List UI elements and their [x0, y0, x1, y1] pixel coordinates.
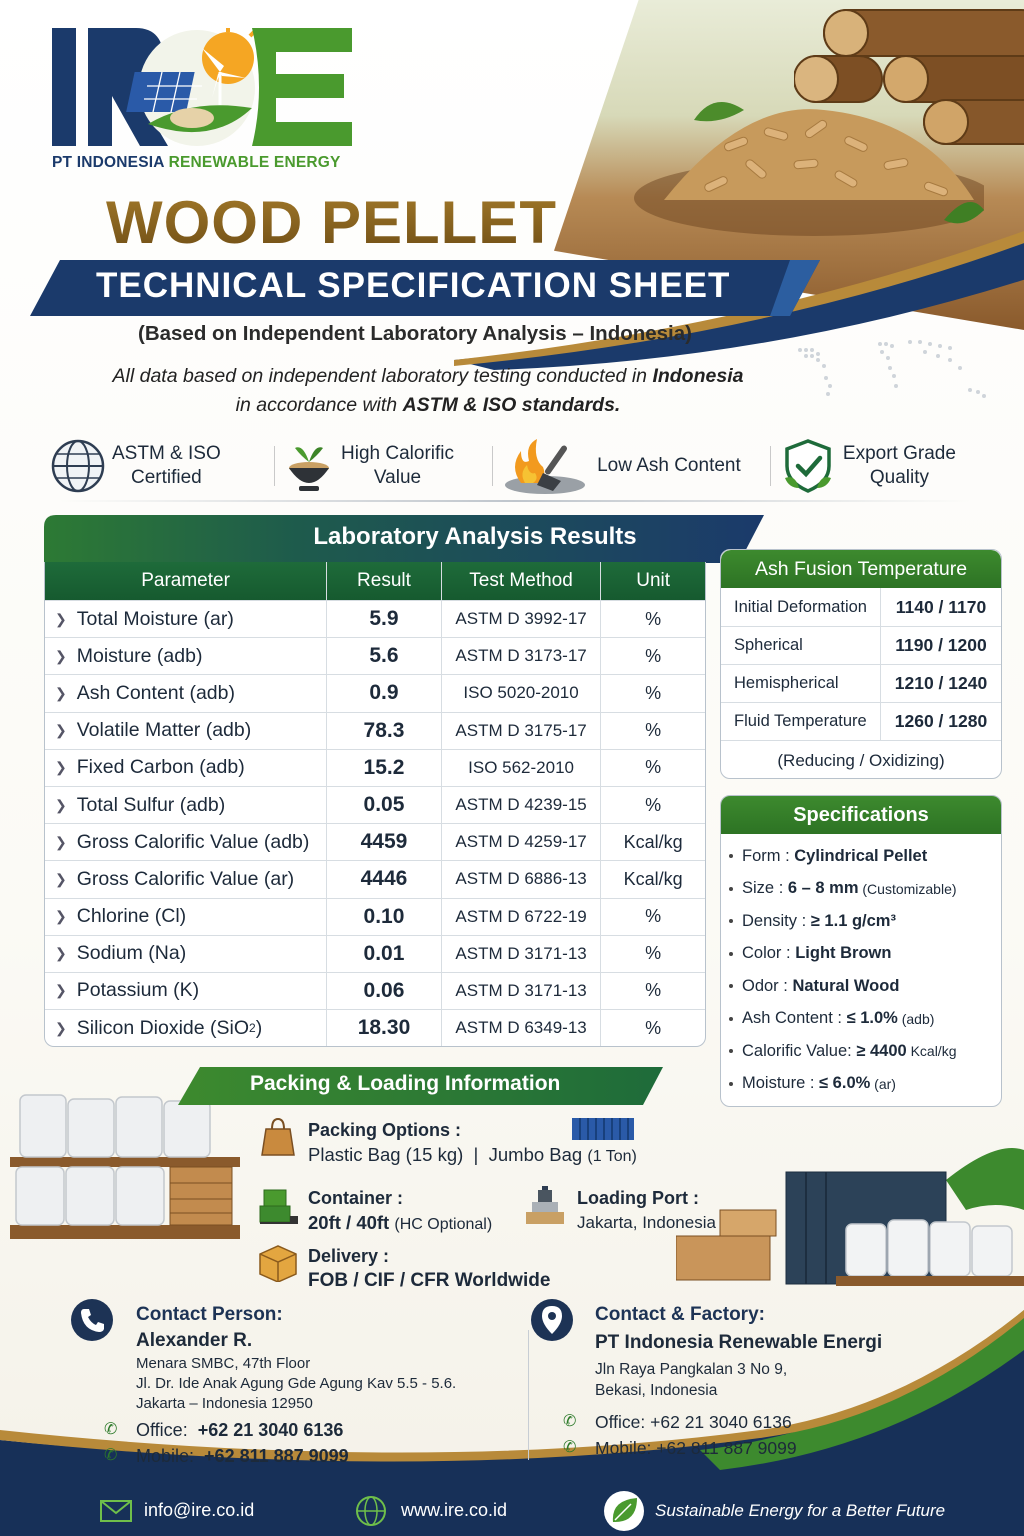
factory-phones — [563, 1409, 797, 1461]
web-globe-icon — [355, 1495, 387, 1527]
ash-fusion-label: Spherical — [721, 627, 881, 664]
chevron-right-icon: ❯ — [55, 908, 67, 925]
factory-office-phone[interactable]: ✆ Office: +62 21 3040 6136 — [563, 1409, 797, 1435]
spec-item: Color : Light Brown — [729, 938, 1001, 971]
ash-fusion-label: Fluid Temperature — [721, 703, 881, 740]
cell-result: 0.10 — [327, 899, 442, 935]
cell-parameter: ❯ Total Sulfur (adb) — [45, 787, 327, 823]
ash-fusion-title: Ash Fusion Temperature — [721, 550, 1001, 588]
feature-astm-iso: ASTM & ISO Certified — [50, 436, 264, 496]
lab-table — [44, 562, 706, 1047]
cell-parameter: ❯ Gross Calorific Value (ar) — [45, 861, 327, 897]
container-info: Container : 20ft / 40ft (HC Optional) — [308, 1188, 493, 1233]
company-logo — [52, 28, 352, 146]
feature-export-grade: Export Grade Quality — [781, 436, 980, 496]
ash-fusion-label: Hemispherical — [721, 665, 881, 702]
chevron-right-icon: ❯ — [55, 982, 67, 999]
cell-result: 5.9 — [327, 601, 442, 637]
phone-small-icon: ✆ — [104, 1447, 118, 1464]
lab-analysis-section — [44, 515, 706, 1051]
cell-method: ASTM D 3992-17 — [442, 601, 602, 637]
office-phone[interactable]: ✆ Office: +62 21 3040 6136 — [104, 1417, 349, 1443]
cell-unit: % — [645, 720, 662, 741]
cell-method: ASTM D 4259-17 — [442, 824, 602, 860]
cell-parameter: ❯ Potassium (K) — [45, 973, 327, 1009]
ash-fusion-row — [721, 664, 1001, 702]
spec-item: Density : ≥ 1.1 g/cm³ — [729, 905, 1001, 938]
intro-text: All data based on independent laboratory testing conducted in Indonesia in accordance with ASTM & ISO standards. — [112, 365, 744, 416]
cell-unit: % — [645, 943, 662, 964]
table-row — [45, 898, 705, 935]
cell-method: ASTM D 4239-15 — [442, 787, 602, 823]
cell-unit: % — [645, 757, 662, 778]
spec-item: Ash Content : ≤ 1.0% (adb) — [729, 1003, 1001, 1036]
contact-person: Contact Person: Alexander R. Menara SMBC, 47th Floor Jl. Dr. Ide Anak Agung Gde Agung Kav 5.5 - 5.6. Jakarta – Indonesia 12950 — [136, 1304, 457, 1412]
spec-item: Calorific Value : ≥ 4400 Kcal/kg — [729, 1035, 1001, 1068]
table-row — [45, 637, 705, 674]
cell-method: ASTM D 6349-13 — [442, 1010, 602, 1046]
shield-check-icon — [781, 438, 835, 494]
cell-parameter: ❯ Ash Content (adb) — [45, 675, 327, 711]
lab-table-header — [45, 562, 705, 600]
cell-method: ASTM D 6886-13 — [442, 861, 602, 897]
chevron-right-icon: ❯ — [55, 796, 67, 813]
phone-icon — [70, 1298, 114, 1342]
table-row — [45, 972, 705, 1009]
phone-small-icon: ✆ — [563, 1413, 577, 1430]
ash-fusion-row — [721, 702, 1001, 740]
cell-parameter: ❯ Silicon Dioxide (SiO 2 ) — [45, 1010, 327, 1046]
cell-unit: Kcal/kg — [623, 868, 683, 889]
chevron-right-icon: ❯ — [55, 647, 67, 664]
cell-result: 18.30 — [327, 1010, 442, 1046]
cell-unit: % — [645, 794, 662, 815]
factory-contact: Contact & Factory: PT Indonesia Renewable Energi Jln Raya Pangkalan 3 No 9, Bekasi, Indonesia — [595, 1304, 883, 1399]
chevron-right-icon: ❯ — [55, 833, 67, 850]
phone-small-icon: ✆ — [104, 1421, 118, 1438]
cell-unit: % — [645, 682, 662, 703]
cell-parameter: ❯ Sodium (Na) — [45, 936, 327, 972]
footer-bar — [0, 1485, 1024, 1536]
cell-unit: % — [645, 608, 662, 629]
col-test-method: Test Method — [442, 562, 602, 600]
packing-title: Packing & Loading Information — [250, 1072, 561, 1095]
ash-fusion-row — [721, 588, 1001, 626]
pellet-bowl-icon — [285, 438, 333, 494]
table-row — [45, 786, 705, 823]
ash-fusion-value: 1190 / 1200 — [895, 635, 987, 655]
table-row — [45, 712, 705, 749]
footer-website[interactable]: www.ire.co.id — [355, 1495, 507, 1527]
location-pin-icon — [530, 1298, 574, 1342]
cell-unit: % — [645, 906, 662, 927]
cell-parameter: ❯ Chlorine (Cl) — [45, 899, 327, 935]
flame-ash-icon — [503, 437, 587, 495]
cell-parameter: ❯ Fixed Carbon (adb) — [45, 750, 327, 786]
cell-result: 15.2 — [327, 750, 442, 786]
spec-item: Form : Cylindrical Pellet — [729, 840, 1001, 873]
lab-title: Laboratory Analysis Results — [313, 523, 637, 550]
cell-result: 0.06 — [327, 973, 442, 1009]
spec-item: Odor : Natural Wood — [729, 970, 1001, 1003]
loading-port-info: Loading Port : Jakarta, Indonesia — [577, 1188, 716, 1232]
cell-unit: % — [645, 645, 662, 666]
main-title: WOOD PELLET — [106, 189, 557, 256]
banner-title: TECHNICAL SPECIFICATION SHEET — [96, 266, 731, 305]
phone-small-icon: ✆ — [563, 1439, 577, 1456]
envelope-icon — [100, 1500, 132, 1522]
chevron-right-icon: ❯ — [55, 870, 67, 887]
cell-parameter: ❯ Gross Calorific Value (adb) — [45, 824, 327, 860]
world-map-icon — [770, 320, 1010, 420]
globe-icon — [50, 438, 106, 494]
cell-result: 0.01 — [327, 936, 442, 972]
cell-method: ISO 562-2010 — [442, 750, 602, 786]
contact-divider — [528, 1330, 529, 1460]
feature-low-ash: Low Ash Content — [503, 436, 760, 496]
table-row — [45, 749, 705, 786]
cell-method: ASTM D 6722-19 — [442, 899, 602, 935]
factory-mobile-phone[interactable]: ✆ Mobile: +62 811 887 9099 — [563, 1435, 797, 1461]
cell-result: 4459 — [327, 824, 442, 860]
ash-fusion-value: 1260 / 1280 — [894, 711, 988, 731]
company-name: PT INDONESIA RENEWABLE ENERGY — [52, 154, 341, 171]
chevron-right-icon: ❯ — [55, 945, 67, 962]
subtitle: (Based on Independent Laboratory Analysis – Indonesia) — [138, 322, 692, 345]
cell-method: ASTM D 3171-13 — [442, 973, 602, 1009]
table-row — [45, 1009, 705, 1046]
spec-item: Moisture : ≤ 6.0% (ar) — [729, 1068, 1001, 1101]
chevron-right-icon: ❯ — [55, 759, 67, 776]
ash-fusion-value: 1210 / 1240 — [894, 673, 988, 693]
feature-strip — [50, 430, 980, 502]
feature-calorific: High Calorific Value — [285, 436, 482, 496]
table-row — [45, 600, 705, 637]
footer-email[interactable]: info@ire.co.id — [100, 1500, 254, 1522]
contact-person-phones — [104, 1417, 349, 1469]
cell-parameter: ❯ Volatile Matter (adb) — [45, 713, 327, 749]
chevron-right-icon: ❯ — [55, 610, 67, 627]
container-loading-image — [676, 1140, 1024, 1290]
container-stack-icon — [258, 1186, 300, 1228]
cell-result: 5.6 — [327, 638, 442, 674]
cell-unit: Kcal/kg — [623, 831, 683, 852]
cell-result: 0.9 — [327, 675, 442, 711]
mobile-phone[interactable]: ✆ Mobile: +62 811 887 9099 — [104, 1443, 349, 1469]
footer-tagline: Sustainable Energy for a Better Future — [603, 1490, 945, 1532]
cell-parameter: ❯ Moisture (adb) — [45, 638, 327, 674]
table-row — [45, 935, 705, 972]
table-row — [45, 860, 705, 897]
leaf-icon — [603, 1490, 645, 1532]
ash-fusion-note: (Reducing / Oxidizing) — [721, 740, 1001, 779]
cell-method: ISO 5020-2010 — [442, 675, 602, 711]
ash-fusion-label: Initial Deformation — [721, 588, 881, 626]
delivery-box-icon — [256, 1244, 298, 1282]
col-parameter: Parameter — [45, 562, 327, 600]
table-row — [45, 674, 705, 711]
chevron-right-icon: ❯ — [55, 684, 67, 701]
specifications-title: Specifications — [721, 796, 1001, 834]
ash-fusion-panel — [720, 549, 1002, 779]
cell-result: 0.05 — [327, 787, 442, 823]
bag-icon — [258, 1117, 298, 1157]
cell-method: ASTM D 3171-13 — [442, 936, 602, 972]
shipping-container-icon — [572, 1118, 634, 1140]
cell-method: ASTM D 3175-17 — [442, 713, 602, 749]
spec-item: Size : 6 – 8 mm (Customizable) — [729, 873, 1001, 906]
cell-result: 4446 — [327, 861, 442, 897]
cell-unit: % — [645, 1017, 662, 1038]
table-row — [45, 823, 705, 860]
col-unit: Unit — [636, 570, 671, 591]
forklift-boxes-icon — [522, 1186, 568, 1228]
cell-unit: % — [645, 980, 662, 1001]
chevron-right-icon: ❯ — [55, 722, 67, 739]
delivery-info: Delivery : FOB / CIF / CFR Worldwide — [308, 1246, 551, 1291]
packing-options: Packing Options : Plastic Bag (15 kg) | Jumbo Bag (1 Ton) — [308, 1120, 637, 1165]
cell-method: ASTM D 3173-17 — [442, 638, 602, 674]
cell-result: 78.3 — [327, 713, 442, 749]
ash-fusion-row — [721, 626, 1001, 664]
ash-fusion-value: 1140 / 1170 — [895, 596, 987, 617]
cell-parameter: ❯ Total Moisture (ar) — [45, 601, 327, 637]
specifications-panel — [720, 795, 1002, 1107]
chevron-right-icon: ❯ — [55, 1019, 67, 1036]
col-result: Result — [327, 562, 442, 600]
